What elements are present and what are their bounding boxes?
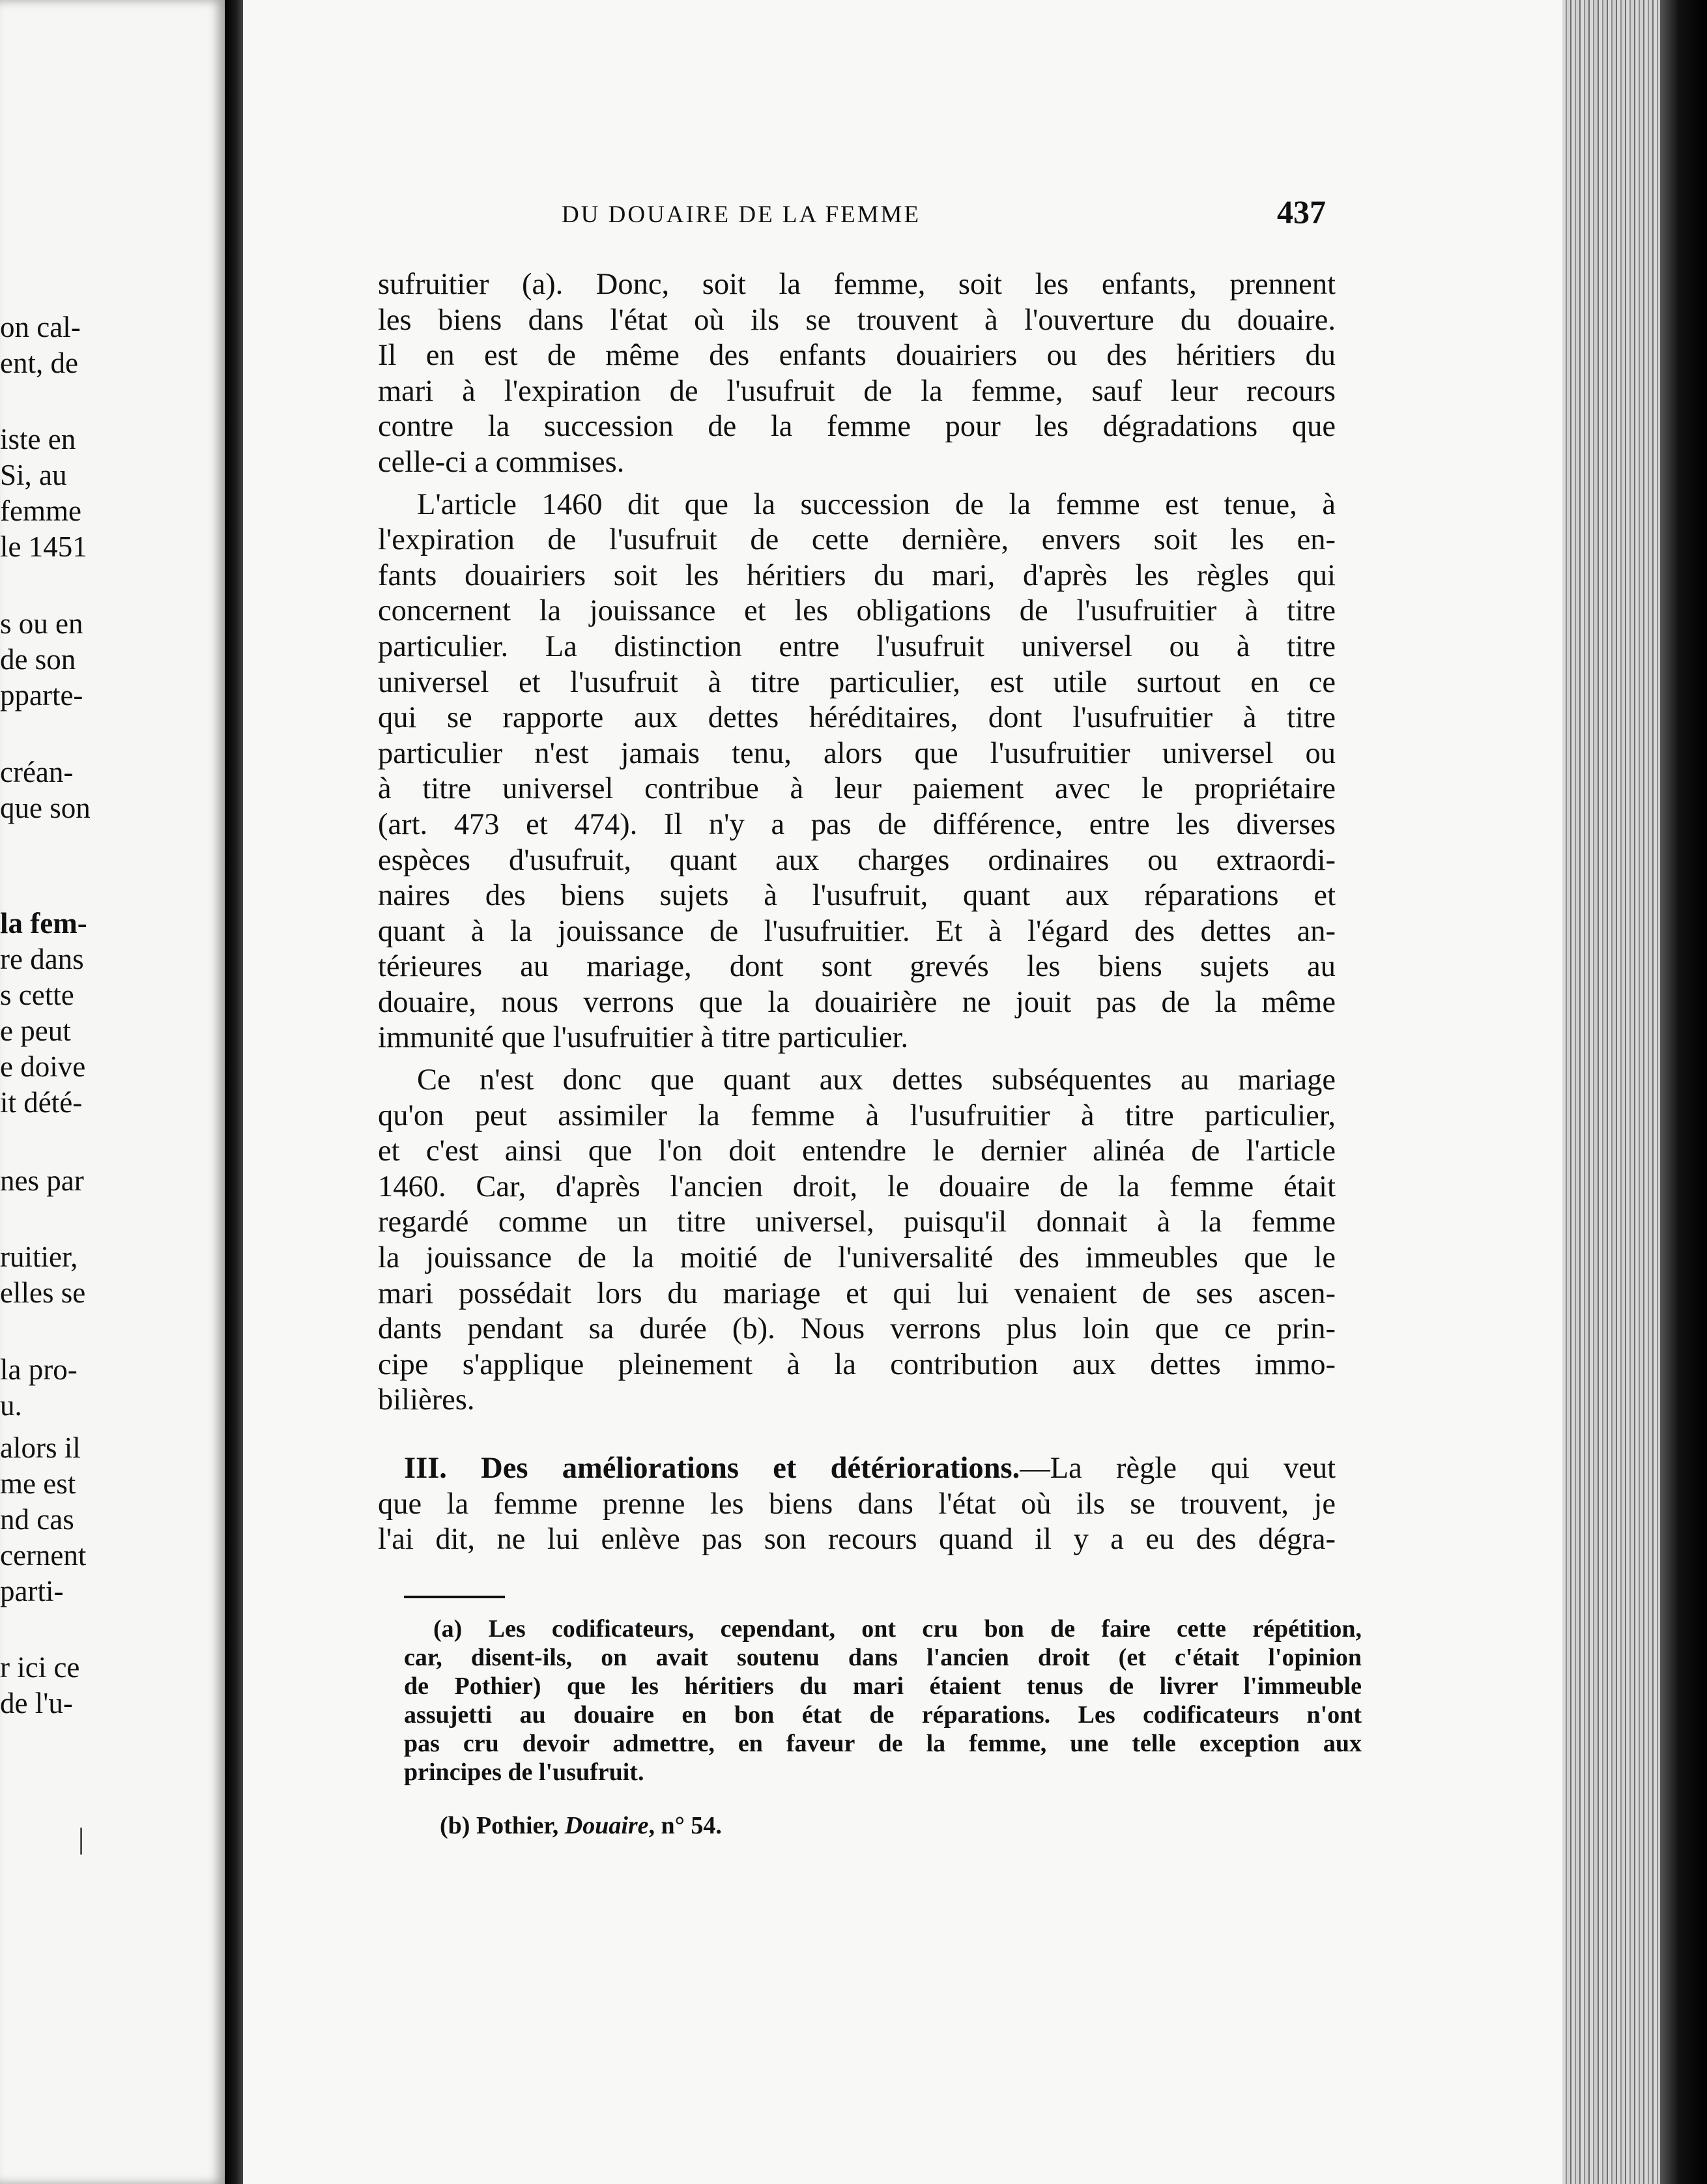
text-line: à titre universel contribue à leur paiement avec le propriétaire <box>378 772 1336 806</box>
body-text <box>378 267 1336 1564</box>
text-line: fants douairiers soit les héritiers du mari, d'après les règles qui <box>378 558 1336 592</box>
section-first-line-rest: —La règle qui veut <box>1020 1452 1336 1485</box>
text-line: L'article 1460 dit que la succession de la femme est tenue, à <box>417 487 1336 521</box>
book-fore-edge <box>1562 0 1660 2184</box>
footnote-b-prefix: (b) Pothier, <box>440 1812 565 1839</box>
text-line: cipe s'applique pleinement à la contribution aux dettes immo- <box>378 1347 1336 1381</box>
left-page-fragment: nes par <box>0 1164 84 1197</box>
facing-page-left <box>0 0 225 2184</box>
left-page-fragment: ent, de <box>0 347 78 379</box>
footnote-rule <box>404 1596 505 1598</box>
left-page-fragment: nd cas <box>0 1503 74 1536</box>
text-line: particulier n'est jamais tenu, alors que l'usufruitier universel ou <box>378 736 1336 770</box>
paragraph-2 <box>378 487 1336 1057</box>
page-number: 437 <box>1277 194 1326 230</box>
footnote-line: principes de l'usufruit. <box>404 1759 644 1786</box>
text-line: quant à la jouissance de l'usufruitier. Et à l'égard des dettes an- <box>378 914 1336 948</box>
text-line: particulier. La distinction entre l'usufruit universel ou à titre <box>378 629 1336 663</box>
left-page-fragment: it dété- <box>0 1086 83 1119</box>
section-first-line <box>378 1451 1336 1487</box>
paragraph-1 <box>378 267 1336 481</box>
book-edge-shadow <box>1660 0 1707 2184</box>
left-page-fragment: la pro- <box>0 1353 78 1386</box>
text-line: immunité que l'usufruitier à titre particulier. <box>378 1021 909 1055</box>
text-line: Ce n'est donc que quant aux dettes subséquentes au mariage <box>417 1063 1336 1097</box>
left-page-fragment: créan- <box>0 756 74 788</box>
left-page-fragment: que son <box>0 792 91 824</box>
left-page-fragment: la fem- <box>0 907 87 940</box>
book-gutter <box>225 0 243 2184</box>
text-line: bilières. <box>378 1383 475 1417</box>
text-line: et c'est ainsi que l'on doit entendre le dernier alinéa de l'article <box>378 1134 1336 1168</box>
left-page-fragment: me est <box>0 1467 76 1500</box>
text-line: les biens dans l'état où ils se trouvent à l'ouverture du douaire. <box>378 303 1336 337</box>
section-paragraph <box>378 1451 1336 1558</box>
running-head: DU DOUAIRE DE LA FEMME <box>561 201 921 228</box>
text-line: mari à l'expiration de l'usufruit de la femme, sauf leur recours <box>378 374 1336 408</box>
footnote-line: car, disent-ils, on avait soutenu dans l'ancien droit (et c'était l'opinion <box>404 1644 1362 1671</box>
text-line: sufruitier (a). Donc, soit la femme, soit les enfants, prennent <box>378 268 1336 301</box>
footnote-line: (a) Les codificateurs, cependant, ont cru bon de faire cette répétition, <box>433 1615 1362 1643</box>
left-page-fragment: alors il <box>0 1431 81 1464</box>
left-page-fragment: pparte- <box>0 679 83 711</box>
footnote-line: pas cru devoir admettre, en faveur de la femme, une telle exception aux <box>404 1730 1362 1757</box>
text-line: l'ai dit, ne lui enlève pas son recours quand il y a eu des dégra- <box>378 1523 1336 1557</box>
text-line: regardé comme un titre universel, puisqu'il donnait à la femme <box>378 1205 1336 1239</box>
footnote-line: de Pothier) que les héritiers du mari étaient tenus de livrer l'immeuble <box>404 1673 1362 1700</box>
text-line: espèces d'usufruit, quant aux charges ordinaires ou extraordi- <box>378 843 1336 877</box>
left-page-fragment: parti- <box>0 1575 64 1607</box>
footnote-line: assujetti au douaire en bon état de réparations. Les codificateurs n'ont <box>404 1701 1362 1729</box>
text-line: naires des biens sujets à l'usufruit, quant aux réparations et <box>378 879 1336 913</box>
section-heading: III. Des améliorations et détériorations. <box>404 1452 1020 1485</box>
left-page-fragment: | <box>78 1822 85 1855</box>
footnote-b-line <box>404 1811 1362 1840</box>
text-line: la jouissance de la moitié de l'universalité des immeubles que le <box>378 1241 1336 1275</box>
text-line: universel et l'usufruit à titre particulier, est utile surtout en ce <box>378 665 1336 699</box>
left-page-fragment: femme <box>0 495 81 527</box>
text-line: Il en est de même des enfants douairiers ou des héritiers du <box>378 339 1336 373</box>
left-page-fragment: de son <box>0 643 76 676</box>
left-page-fragment: e doive <box>0 1050 86 1083</box>
text-line: douaire, nous verrons que la douairière ne jouit pas de la même <box>378 985 1336 1019</box>
text-line: l'expiration de l'usufruit de cette dernière, envers soit les en- <box>378 523 1336 557</box>
left-page-fragment: r ici ce <box>0 1651 80 1684</box>
left-page-fragment: on cal- <box>0 311 81 343</box>
text-line: (art. 473 et 474). Il n'y a pas de différence, entre les diverses <box>378 807 1336 841</box>
text-line: que la femme prenne les biens dans l'état où ils se trouvent, je <box>378 1487 1336 1521</box>
text-line: 1460. Car, d'après l'ancien droit, le douaire de la femme était <box>378 1170 1336 1203</box>
left-page-fragment: de l'u- <box>0 1687 73 1719</box>
footnote-b <box>404 1811 1362 1840</box>
text-line: qu'on peut assimiler la femme à l'usufruitier à titre particulier, <box>378 1099 1336 1132</box>
left-page-fragment: e peut <box>0 1014 71 1047</box>
paragraph-3 <box>378 1063 1336 1418</box>
footnote-b-suffix: , n° 54. <box>648 1812 722 1839</box>
left-page-fragment: u. <box>0 1389 22 1422</box>
text-line: contre la succession de la femme pour les dégradations que <box>378 410 1336 444</box>
footnote-a <box>404 1615 1362 1787</box>
left-page-fragment: re dans <box>0 943 84 975</box>
left-page-fragment: Si, au <box>0 459 67 491</box>
text-line: mari possédait lors du mariage et qui lui venaient de ses ascen- <box>378 1276 1336 1310</box>
text-line: concernent la jouissance et les obligations de l'usufruitier à titre <box>378 594 1336 628</box>
left-page-fragment: iste en <box>0 423 76 455</box>
text-line: térieures au mariage, dont sont grevés les biens sujets au <box>378 950 1336 984</box>
left-page-fragment: ruitier, <box>0 1241 78 1273</box>
text-line: celle-ci a commises. <box>378 445 625 479</box>
left-page-fragment: s ou en <box>0 607 83 640</box>
left-page-fragment: le 1451 <box>0 530 87 563</box>
left-page-fragment: cernent <box>0 1539 87 1572</box>
left-page-fragment: elles se <box>0 1276 86 1309</box>
left-page-fragment: s cette <box>0 979 74 1011</box>
text-line: qui se rapporte aux dettes héréditaires, dont l'usufruitier à titre <box>378 701 1336 735</box>
footnote-b-title: Douaire <box>564 1812 649 1839</box>
text-line: dants pendant sa durée (b). Nous verrons plus loin que ce prin- <box>378 1312 1336 1346</box>
